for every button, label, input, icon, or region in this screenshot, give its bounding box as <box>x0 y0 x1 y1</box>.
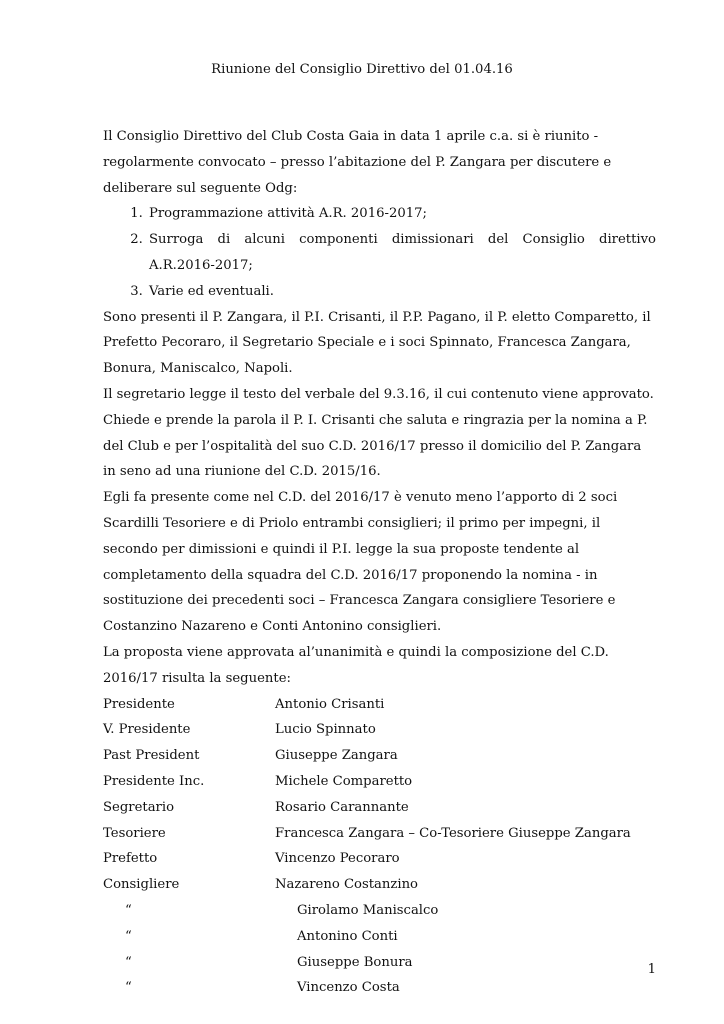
roster-row <box>103 743 656 769</box>
attendees-paragraph: Sono presenti il P. Zangara, il P.I. Crisanti, il P.P. Pagano, il P. eletto Comparetto, il Prefetto Pecoraro, il Segretario Speciale e i soci Spinnato, Francesca Zangara, Bonura, Maniscalco, Napoli. <box>103 309 651 377</box>
minutes-approval-paragraph: Il segretario legge il testo del verbale del 9.3.16, il cui contenuto viene approvato. <box>103 386 654 402</box>
roster-role: V. Presidente <box>103 722 191 738</box>
agenda-item: 2. Surroga di alcuni componenti dimissionari del Consiglio direttivo A.R.2016-2017; <box>147 227 656 279</box>
roster-row <box>103 769 656 795</box>
roster-row <box>103 717 656 743</box>
roster-role-ditto: “ <box>125 902 132 918</box>
roster-name: Girolamo Maniscalco <box>297 902 439 918</box>
roster-role-ditto: “ <box>125 928 132 944</box>
roster-name: Michele Comparetto <box>275 773 413 789</box>
roster-role: Presidente Inc. <box>103 773 205 789</box>
roster-row <box>103 846 656 872</box>
roster-role-ditto: “ <box>125 954 132 970</box>
document-body <box>103 124 656 1001</box>
board-roster <box>103 692 656 1002</box>
roster-role: Segretario <box>103 799 175 815</box>
roster-role: Presidente <box>103 696 175 712</box>
roster-role-ditto: “ <box>125 980 132 996</box>
roster-name: Giuseppe Zangara <box>275 748 398 764</box>
crisanti-speech-paragraph: Chiede e prende la parola il P. I. Crisanti che saluta e ringrazia per la nomina a P. del Club e per l’ospitalità del suo C.D. 2016/17 presso il domicilio del P. Zangara in seno ad una riunione del C.D. 2015/16. <box>103 412 648 480</box>
agenda-list <box>103 201 656 304</box>
roster-row <box>103 795 656 821</box>
page-number: 1 <box>647 962 656 977</box>
roster-row <box>103 872 656 898</box>
roster-name: Antonio Crisanti <box>275 696 385 712</box>
roster-name: Lucio Spinnato <box>275 722 376 738</box>
roster-row <box>103 821 656 847</box>
roster-row <box>103 692 656 718</box>
agenda-item: 1. Programmazione attività A.R. 2016-2017; <box>147 201 656 227</box>
roster-row <box>103 950 656 976</box>
roster-name: Rosario Carannante <box>275 799 409 815</box>
roster-name: Francesca Zangara – Co-Tesoriere Giuseppe Zangara <box>275 825 631 841</box>
intro-paragraph: Il Consiglio Direttivo del Club Costa Gaia in data 1 aprile c.a. si è riunito - regolarmente convocato – presso l’abitazione del P. Zangara per discutere e deliberare sul seguente Odg: <box>103 129 612 196</box>
approval-paragraph: La proposta viene approvata al’unanimità e quindi la composizione del C.D. 2016/17 risulta la seguente: <box>103 644 609 686</box>
agenda-item: 3. Varie ed eventuali. <box>147 279 656 305</box>
roster-row <box>103 924 656 950</box>
proposal-paragraph: Egli fa presente come nel C.D. del 2016/17 è venuto meno l’apporto di 2 soci Scardilli Tesoriere e di Priolo entrambi consiglieri; il primo per impegni, il secondo per dimissioni e quindi il P.I. legge la sua proposte tendente al completamento della squadra del C.D. 2016/17 proponendo la nomina - in sostituzione dei precedenti soci – Francesca Zangara consigliere Tesoriere e Costanzino Nazareno e Conti Antonino consiglieri. <box>103 490 618 635</box>
roster-role: Past President <box>103 748 200 764</box>
roster-name: Antonino Conti <box>297 928 398 944</box>
roster-role: Tesoriere <box>103 825 166 841</box>
roster-row <box>103 898 656 924</box>
roster-name: Vincenzo Costa <box>297 980 400 996</box>
document-title: Riunione del Consiglio Direttivo del 01.04.16 <box>211 62 513 77</box>
roster-name: Nazareno Costanzino <box>275 877 418 893</box>
roster-role: Consigliere <box>103 877 180 893</box>
roster-name: Vincenzo Pecoraro <box>275 851 400 867</box>
roster-role: Prefetto <box>103 851 158 867</box>
roster-name: Giuseppe Bonura <box>297 954 413 970</box>
roster-row <box>103 975 656 1001</box>
